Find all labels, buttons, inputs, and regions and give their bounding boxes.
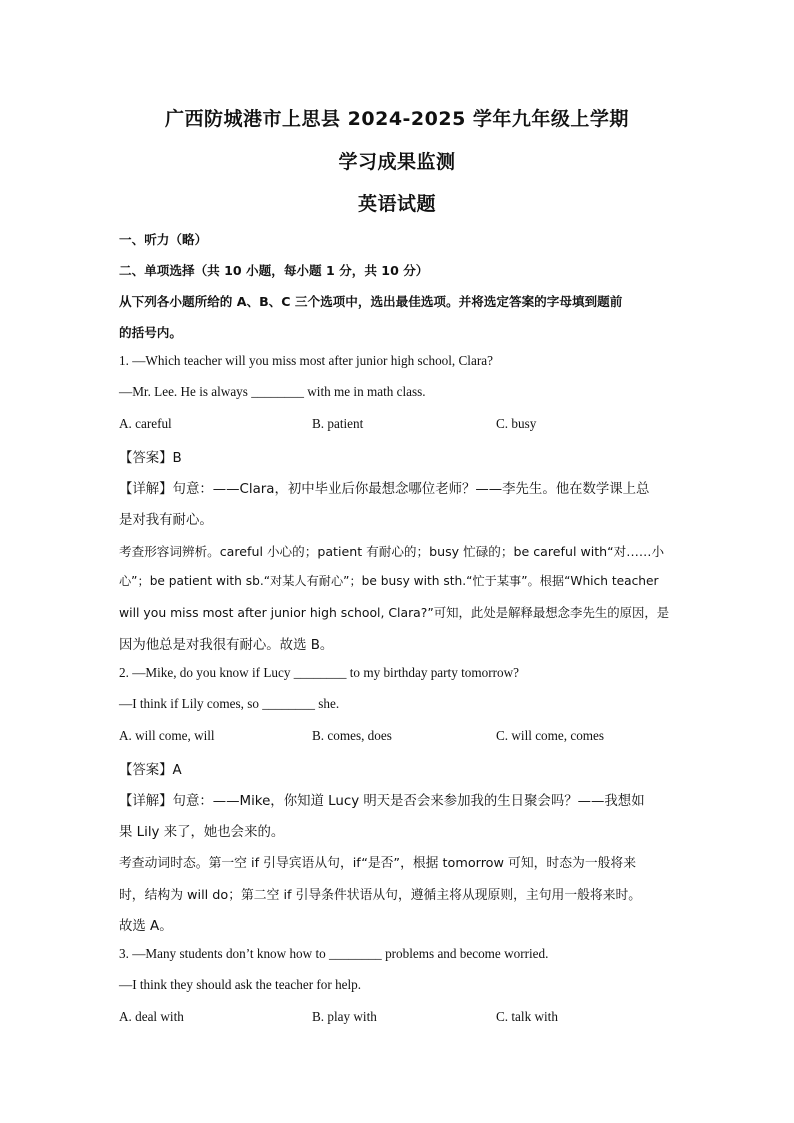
- question-1-explain-1: 【详解】句意：——Clara，初中毕业后你最想念哪位老师？——李先生。他在数学课上总: [119, 482, 650, 497]
- question-1-explain-3: 考查形容词辨析。careful 小心的；patient 有耐心的；busy 忙碌的；be careful with“对……小: [119, 544, 665, 559]
- question-1-answer: 【答案】B: [119, 451, 182, 466]
- question-1-line-1: 1. —Which teacher will you miss most after junior high school, Clara?: [119, 353, 493, 368]
- question-3-option-c: C. talk with: [496, 1009, 558, 1024]
- question-1-line-2: —Mr. Lee. He is always ________ with me in math class.: [119, 384, 426, 399]
- section-listening: 一、听力（略）: [119, 232, 208, 247]
- question-2-explain-3: 考查动词时态。第一空 if 引导宾语从句，if“是否”，根据 tomorrow 可知，时态为一般将来: [119, 856, 637, 871]
- question-2-option-b: B. comes, does: [312, 728, 392, 743]
- question-1-explain-2: 是对我有耐心。: [119, 513, 213, 528]
- question-2-line-1: 2. —Mike, do you know if Lucy ________ to my birthday party tomorrow?: [119, 665, 519, 680]
- question-2-answer: 【答案】A: [119, 763, 182, 778]
- question-3-option-b: B. play with: [312, 1009, 377, 1024]
- question-2-explain-1: 【详解】句意：——Mike，你知道 Lucy 明天是否会来参加我的生日聚会吗？——我想如: [119, 794, 645, 809]
- question-2-explain-5: 故选 A。: [119, 919, 173, 934]
- question-2-explain-4: 时，结构为 will do；第二空 if 引导条件状语从句，遵循主将从现原则，主句用一般将来时。: [119, 888, 642, 903]
- question-1-option-c: C. busy: [496, 416, 537, 431]
- question-1-explain-4: 心”；be patient with sb.“对某人有耐心”；be busy with sth.“忙于某事”。根据“Which teacher: [119, 574, 659, 588]
- section-single-choice: 二、单项选择（共 10 小题，每小题 1 分，共 10 分）: [119, 263, 429, 278]
- question-1-option-a: A. careful: [119, 416, 172, 431]
- question-2-option-c: C. will come, comes: [496, 728, 605, 743]
- instruction-line-2: 的括号内。: [119, 325, 182, 340]
- question-2-option-a: A. will come, will: [119, 728, 215, 743]
- question-3-line-1: 3. —Many students don’t know how to ________ problems and become worried.: [119, 946, 549, 961]
- question-2-line-2: —I think if Lily comes, so ________ she.: [119, 696, 340, 711]
- question-3-line-2: —I think they should ask the teacher for help.: [119, 977, 362, 992]
- question-2-explain-2: 果 Lily 来了，她也会来的。: [119, 825, 285, 840]
- exam-title-line1: 广西防城港市上思县 2024-2025 学年九年级上学期: [165, 108, 629, 130]
- question-3-option-a: A. deal with: [119, 1009, 184, 1024]
- question-1-option-b: B. patient: [312, 416, 364, 431]
- instruction-line-1: 从下列各小题所给的 A、B、C 三个选项中，选出最佳选项。并将选定答案的字母填到题前: [119, 294, 623, 309]
- question-1-explain-6: 因为他总是对我很有耐心。故选 B。: [119, 638, 334, 653]
- question-1-explain-5: will you miss most after junior high school, Clara?”可知，此处是解释最想念李先生的原因，是: [119, 605, 670, 620]
- exam-title-line3: 英语试题: [357, 193, 436, 215]
- exam-title-line2: 学习成果监测: [338, 151, 456, 173]
